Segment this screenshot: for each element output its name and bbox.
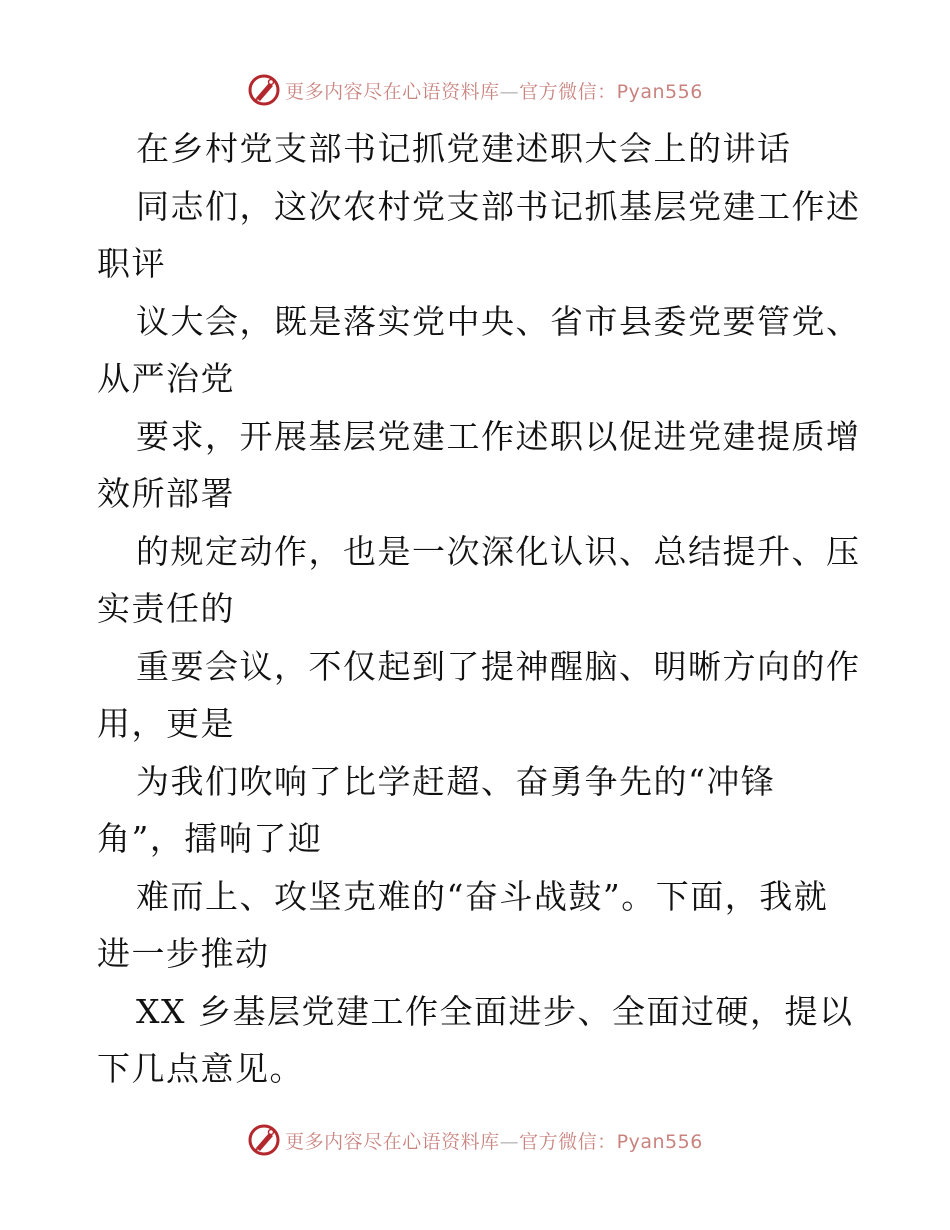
header-dash: — bbox=[499, 80, 520, 103]
text-line: 用，更是 bbox=[97, 704, 235, 743]
pen-seal-icon bbox=[247, 1123, 281, 1157]
text-line: 效所部署 bbox=[97, 474, 235, 513]
header-site-text: 更多内容尽在心语资料库 bbox=[285, 80, 500, 103]
text-line: 下几点意见。 bbox=[97, 1049, 304, 1088]
pen-seal-icon bbox=[247, 73, 281, 107]
text-line: 角”，擂响了迎 bbox=[97, 819, 323, 858]
text-line: 的规定动作，也是一次深化认识、总结提升、压 bbox=[136, 531, 861, 571]
text-line: 重要会议，不仅起到了提神醒脑、明晰方向的作 bbox=[136, 646, 861, 686]
footer-dash: — bbox=[499, 1130, 520, 1153]
text-line: 实责任的 bbox=[97, 589, 235, 628]
text-line: 为我们吹响了比学赶超、奋勇争先的“冲锋 bbox=[136, 761, 776, 801]
text-line: 从严治党 bbox=[97, 359, 235, 398]
footer-banner-text bbox=[285, 1127, 703, 1154]
text-line: 职评 bbox=[97, 244, 166, 283]
header-banner bbox=[0, 72, 950, 108]
text-line: 难而上、攻坚克难的“奋斗战鼓”。下面，我就 bbox=[136, 876, 829, 916]
text-line: 议大会，既是落实党中央、省市县委党要管党、 bbox=[136, 301, 861, 341]
text-line: 要求，开展基层党建工作述职以促进党建提质增 bbox=[136, 416, 861, 456]
footer-banner bbox=[0, 1122, 950, 1158]
footer-wechat-text: 官方微信：Pyan556 bbox=[519, 1130, 703, 1153]
header-wechat-text: 官方微信：Pyan556 bbox=[519, 80, 703, 103]
text-line: XX 乡基层党建工作全面进步、全面过硬，提以 bbox=[136, 991, 854, 1031]
footer-site-text: 更多内容尽在心语资料库 bbox=[285, 1130, 500, 1153]
document-body bbox=[97, 120, 861, 1098]
text-line: 进一步推动 bbox=[97, 934, 270, 973]
text-line: 同志们，这次农村党支部书记抓基层党建工作述 bbox=[136, 186, 861, 226]
header-banner-text bbox=[285, 77, 703, 104]
document-title: 在乡村党支部书记抓党建述职大会上的讲话 bbox=[136, 129, 792, 168]
